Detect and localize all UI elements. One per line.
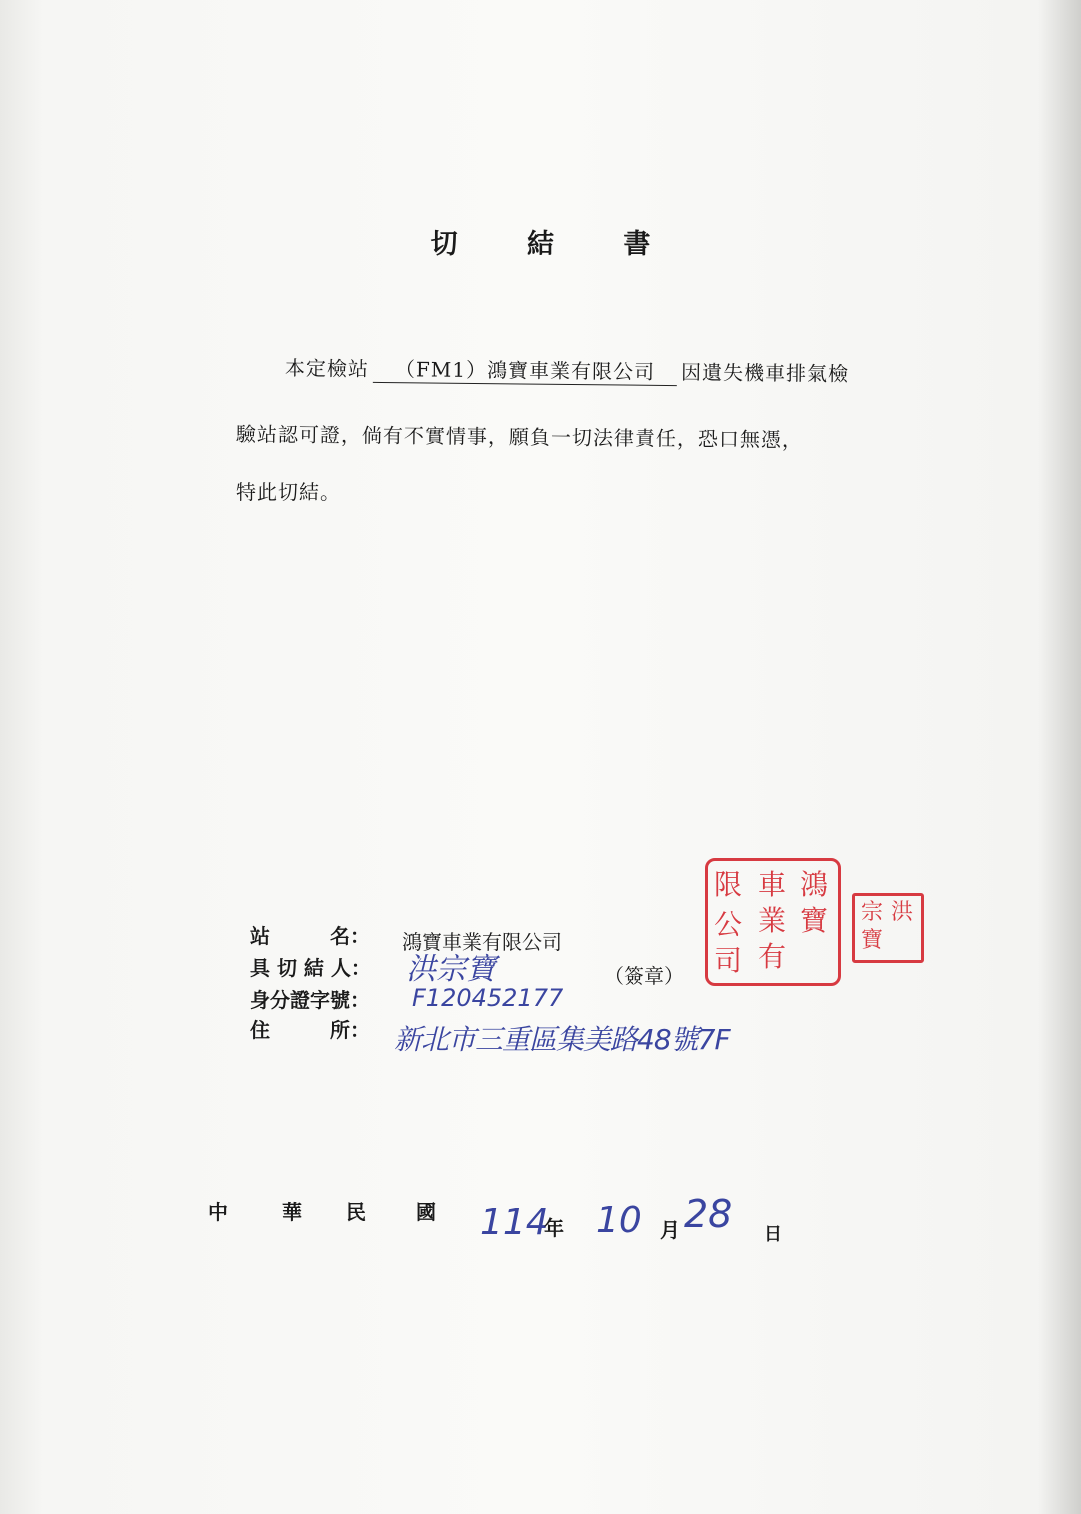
seal-char: 寶	[861, 928, 884, 953]
body-line-1	[285, 352, 849, 388]
date-label-min: 民	[346, 1200, 366, 1224]
seal-char: 公	[714, 908, 743, 941]
date-day-unit: 日	[764, 1224, 782, 1245]
seal-char: 司	[714, 944, 743, 977]
seal-char: 車	[758, 868, 787, 901]
date-month-value: 10	[596, 1200, 642, 1241]
seal-char: 鴻	[800, 868, 829, 901]
date-day-value: 28	[684, 1192, 733, 1236]
body-line-3: 特此切結。	[236, 480, 341, 504]
station-blank-field: （FM1）鴻寶車業有限公司	[373, 353, 677, 386]
seal-char: 限	[714, 868, 743, 901]
address-value: 新北市三重區集美路48號7F	[394, 1023, 730, 1056]
seal-char: 寶	[800, 904, 829, 937]
station-name-value: 鴻寶車業有限公司	[402, 930, 562, 954]
date-label-hua: 華	[282, 1200, 302, 1224]
body-line-2: 驗站認可證，倘有不實情事，願負一切法律責任，恐口無憑，	[235, 422, 804, 452]
seal-char: 洪	[891, 900, 914, 925]
personal-seal-stamp	[852, 893, 924, 963]
body-line-1-suffix: 因遺失機車排氣檢	[680, 360, 850, 386]
seal-char: 有	[758, 940, 787, 973]
document-title: 切 結 書	[430, 229, 681, 260]
body-line-1-prefix: 本定檢站	[284, 356, 370, 381]
date-month-unit: 月	[660, 1218, 680, 1242]
signature-note: （簽章）	[604, 964, 684, 988]
station-name-label: 站 名：	[250, 924, 370, 948]
date-label-guo: 國	[416, 1200, 436, 1224]
date-year-unit: 年	[544, 1216, 564, 1240]
date-label-zhong: 中	[208, 1200, 228, 1224]
declarant-label: 具 切 結 人：	[250, 956, 371, 980]
seal-char: 業	[758, 904, 787, 937]
date-year-value: 114	[480, 1202, 549, 1243]
id-number-value: F120452177	[412, 984, 564, 1012]
seal-char: 宗	[861, 900, 884, 925]
declarant-signature: 洪宗寶	[406, 952, 496, 987]
address-label: 住 所：	[250, 1018, 370, 1042]
company-seal-stamp	[705, 858, 841, 986]
id-number-label: 身分證字號：	[250, 988, 370, 1012]
